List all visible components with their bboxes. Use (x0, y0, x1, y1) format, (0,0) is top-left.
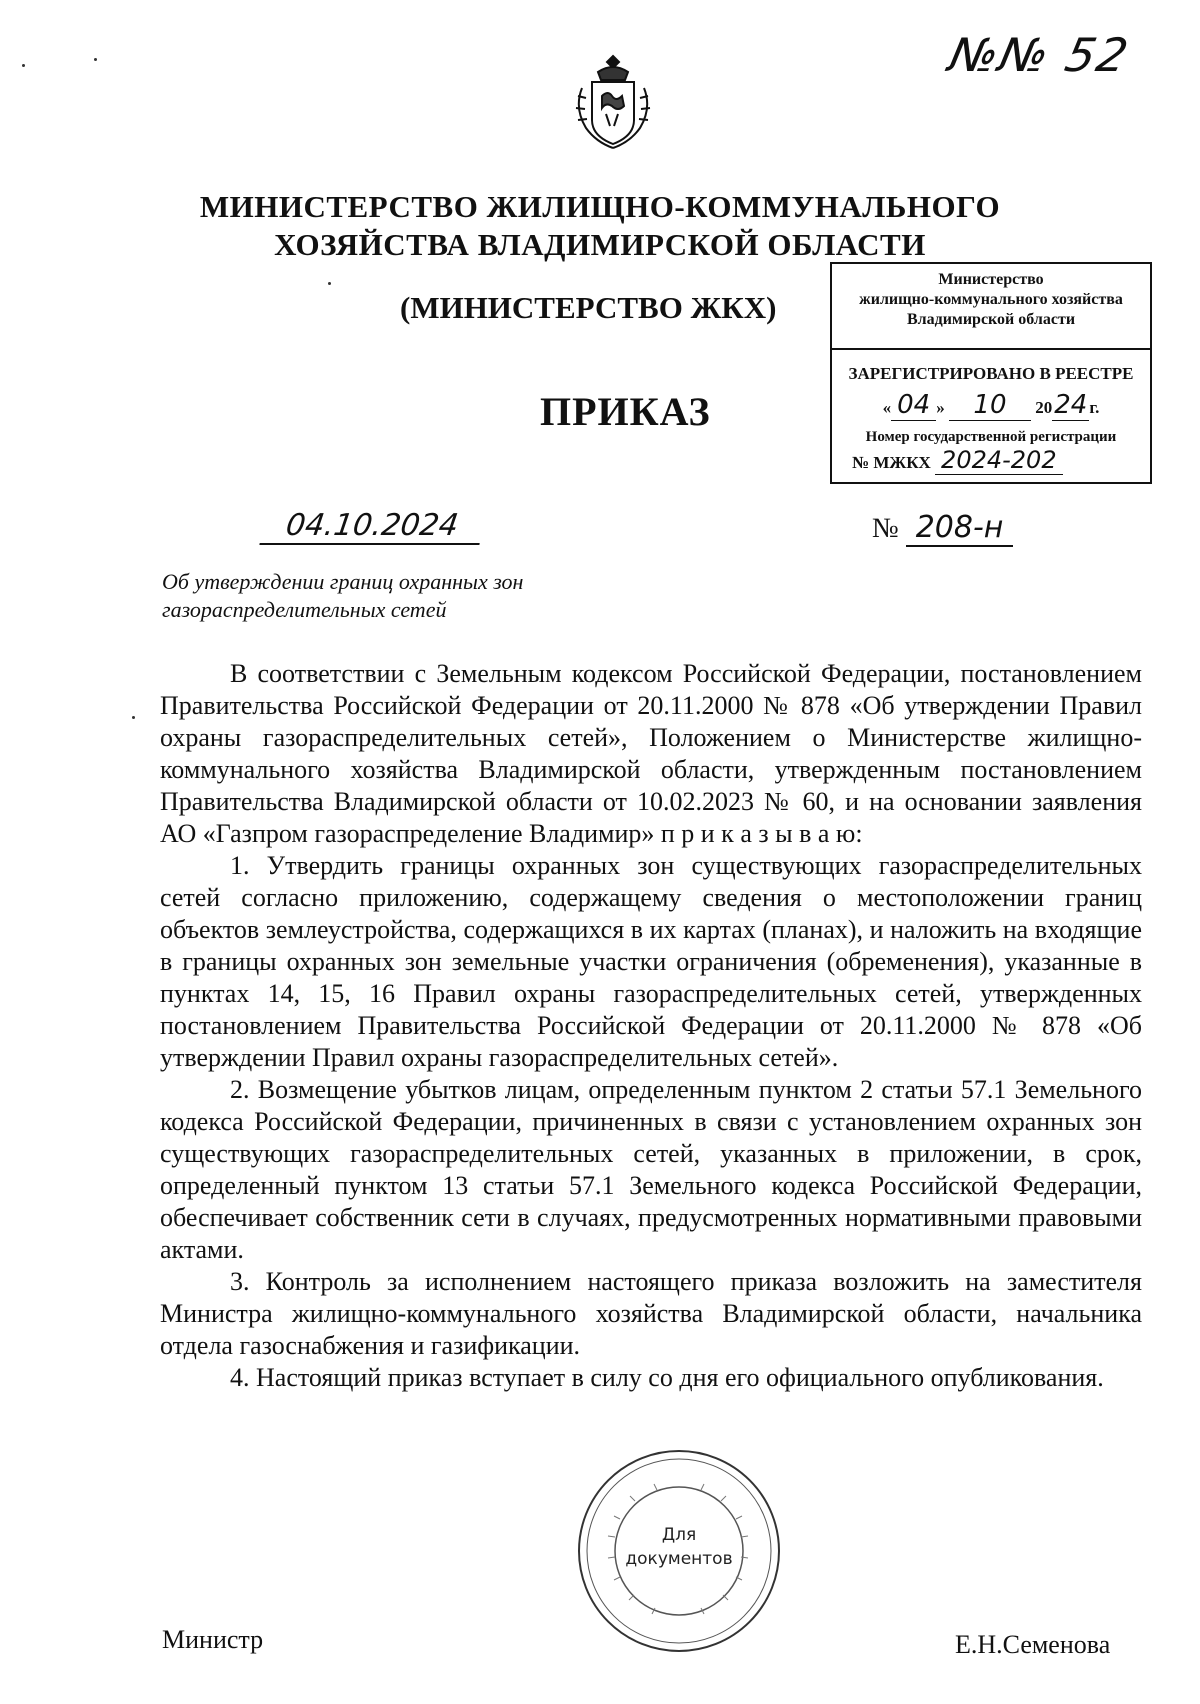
registration-stamp (830, 262, 1152, 484)
order-number (872, 510, 1013, 547)
document-type-title: ПРИКАЗ (540, 389, 711, 434)
registered-in-registry-label: ЗАРЕГИСТРИРОВАНО В РЕЕСТРЕ (848, 364, 1134, 383)
preamble-paragraph: В соответствии с Земельным кодексом Российской Федерации, постановлением Правительства Российской Федерации от 20.11.2000 № 878 «Об утверждении Правил охраны газораспределительных сетей», Положением о Министерстве жилищно-коммунального хозяйства Владимирской области, утвержденным постановлением Правительства Владимирской области от 10.02.2023 № 60, и на основании заявления АО «Газпром газораспределение Владимир» п р и к а з ы в а ю: (160, 659, 1142, 848)
subject-line2: газораспределительных сетей (162, 597, 447, 622)
coat-of-arms-emblem (568, 52, 658, 152)
order-number-value: 208-н (906, 510, 1014, 547)
seal-center-line1: Для (661, 1525, 697, 1545)
stamp-org-line2: жилищно-коммунального хозяйства (859, 291, 1123, 308)
signer-name: Е.Н.Семенова (955, 1630, 1111, 1659)
scan-speck (94, 58, 97, 61)
order-body (160, 658, 1142, 1394)
ministry-title (0, 188, 1200, 264)
clause-2-paragraph: 2. Возмещение убытков лицам, определенным пунктом 2 статьи 57.1 Земельного кодекса Российской Федерации, причиненных в связи с установлением охранных зон существующих газораспределительных сетей, указанных в приложении, в срок, определенный пунктом 13 статьи 57.1 Земельного кодекса Российской Федерации, обеспечивает собственник сети в случаях, предусмотренных нормативными правовыми актами. (160, 1075, 1142, 1264)
reg-date-close-quote: » (936, 398, 945, 417)
ministry-title-line2: ХОЗЯЙСТВА ВЛАДИМИРСКОЙ ОБЛАСТИ (274, 227, 926, 262)
subject-line1: Об утверждении границ охранных зон (162, 569, 524, 594)
signer-position: Министр (162, 1625, 264, 1654)
reg-number-prefix: № МЖКХ (852, 453, 931, 472)
reg-number-value: 2024-202 (935, 446, 1063, 475)
clause-4-paragraph: 4. Настоящий приказ вступает в силу со дня его официального опубликования. (230, 1363, 1104, 1392)
order-number-prefix: № (872, 513, 899, 544)
scan-speck (132, 716, 135, 719)
clause-3-paragraph: 3. Контроль за исполнением настоящего приказа возложить на заместителя Министра жилищно-коммунального хозяйства Владимирской области, начальника отдела газоснабжения и газификации. (160, 1267, 1142, 1360)
reg-date-year-mark: г. (1089, 398, 1100, 417)
stamp-org-line3: Владимирской области (906, 311, 1076, 328)
ministry-title-line1: МИНИСТЕРСТВО ЖИЛИЩНО-КОММУНАЛЬНОГО (199, 189, 1001, 224)
round-seal-stamp (574, 1446, 784, 1656)
reg-date-open-quote: « (882, 398, 892, 417)
reg-date-year-prefix: 20 (1035, 398, 1053, 417)
reg-number-label: Номер государственной регистрации (865, 429, 1117, 445)
reg-date-day: 04 (891, 390, 936, 421)
reg-number (832, 446, 1150, 475)
scan-speck (22, 64, 25, 67)
order-subject (162, 568, 602, 624)
reg-date-year-suffix: 24 (1054, 390, 1088, 420)
reg-date-month: 10 (949, 390, 1031, 421)
order-date: 04.10.2024 (259, 508, 484, 545)
seal-center-line2: документов (625, 1549, 733, 1569)
ministry-short-name: (МИНИСТЕРСТВО ЖКХ) (400, 290, 777, 325)
registration-date (832, 390, 1150, 421)
registration-stamp-org (832, 264, 1150, 350)
stamp-org-line1: Министерство (938, 271, 1044, 288)
clause-1-paragraph: 1. Утвердить границы охранных зон существующих газораспределительных сетей согласно приложению, содержащему сведения о местоположении границ объектов землеустройства, содержащихся в их картах (планах), и наложить на входящие в границы охранных зон земельные участки ограничения (обременения), указанные в пунктах 14, 15, 16 Правил охраны газораспределительных сетей, утвержденных постановлением Правительства Российской Федерации от 20.11.2000 № 878 «Об утверждении Правил охраны газораспределительных сетей». (160, 851, 1142, 1072)
handwritten-archive-number: №№ 52 (944, 28, 1135, 82)
scan-speck (328, 282, 331, 285)
